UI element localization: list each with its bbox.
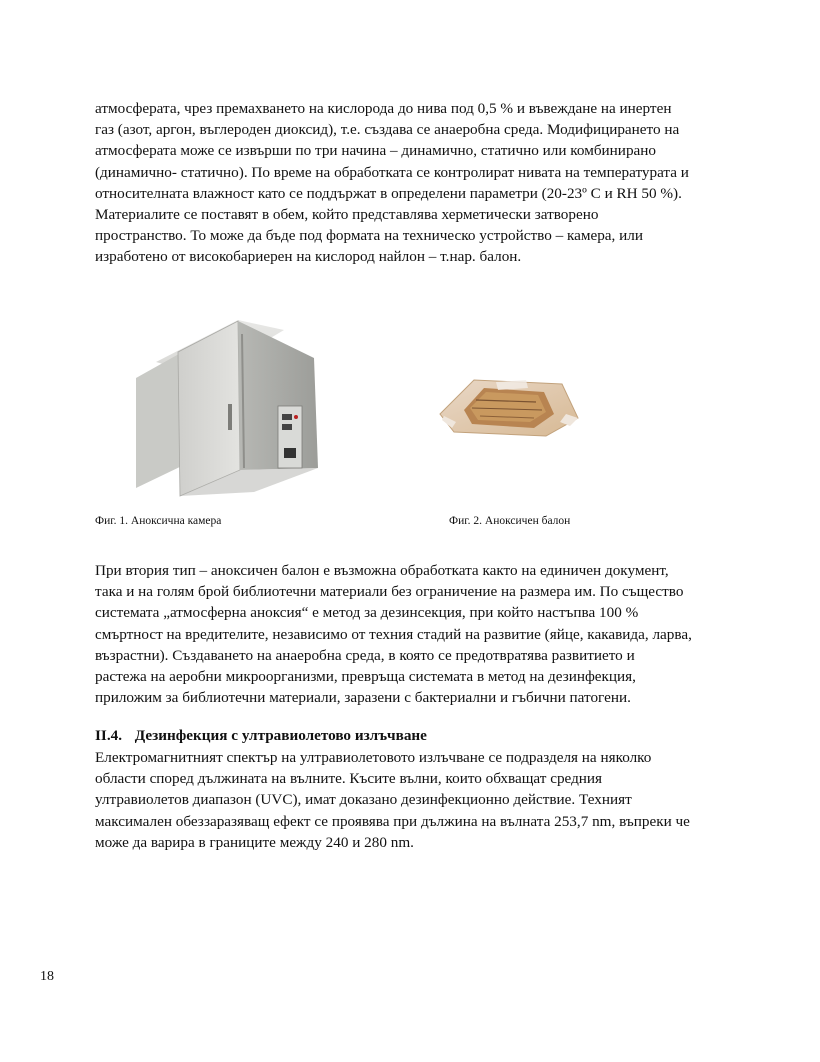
text-line: атмосферата може се извърши по три начина – динамично, статично или комбинирано xyxy=(95,142,656,160)
paragraph-anoxic-bag xyxy=(95,560,735,708)
text-line: пространство. То може да бъде под формата на техническо устройство – камера, или xyxy=(95,227,643,245)
text-line: приложим за библиотечни материали, заразени с бактериални и гъбични патогени. xyxy=(95,689,631,707)
figure-anoxic-chamber-image xyxy=(134,318,326,498)
text-line: атмосферата, чрез премахването на кислорода до нива под 0,5 % и въвеждане на инертен xyxy=(95,100,672,117)
text-line: При втория тип – аноксичен балон е възможна обработката както на единичен документ, xyxy=(95,562,669,579)
text-line: изработено от високобариерен на кислород найлон – т.нар. балон. xyxy=(95,248,522,266)
text-line: смъртност на вредителите, независимо от техния стадий на развитие (яйце, какавида, ларва, xyxy=(95,625,692,643)
section-heading xyxy=(95,725,427,746)
figure-2-caption: Фиг. 2. Аноксичен балон xyxy=(449,515,571,527)
text-line: системата „атмосферна аноксия“ е метод за дезинсекция, при който настъпва 100 % xyxy=(95,604,639,622)
figure-anoxic-bag-image xyxy=(436,374,582,440)
text-line: Електромагнитният спектър на ултравиолетовото излъчване се подразделя на няколко xyxy=(95,749,652,766)
text-line: газ (азот, аргон, въглероден диоксид), т.е. създава се анаеробна среда. Модифицирането на xyxy=(95,121,680,139)
page-number: 18 xyxy=(40,969,54,984)
text-line: максимален обеззаразяващ ефект се проявява при дължина на вълната 253,7 nm, въпреки че xyxy=(95,812,690,830)
text-line: възрастни). Създаването на анаеробна среда, в която се предотвратява развитието и xyxy=(95,646,635,664)
paragraph-anoxia-intro xyxy=(95,98,735,268)
figure-1-caption: Фиг. 1. Аноксична камера xyxy=(95,515,222,527)
text-line: относителната влажност като се поддържат в определени параметри (20-23º C и RH 50 %). xyxy=(95,184,682,202)
text-line: растежа на аеробни микроорганизми, превръща системата в метод на дезинфекция, xyxy=(95,668,636,686)
text-line: Материалите се поставят в обем, който представлява херметически затворено xyxy=(95,206,599,224)
text-line: (динамично- статично). По време на обработката се контролират нивата на температурата и xyxy=(95,163,689,181)
section-title: Дезинфекция с ултравиолетово излъчване xyxy=(134,727,427,744)
text-line: така и на голям брой библиотечни материали без ограничение на размера им. По същество xyxy=(95,583,684,601)
section-number: II.4. xyxy=(95,727,123,744)
text-line: области според дължината на вълните. Късите вълни, които обхващат средния xyxy=(95,770,603,788)
text-line: може да варира в границите между 240 и 280 nm. xyxy=(95,833,414,851)
paragraph-uv-disinfection xyxy=(95,747,735,853)
text-line: ултравиолетов диапазон (UVC), имат доказано дезинфекционно действие. Техният xyxy=(95,791,632,809)
